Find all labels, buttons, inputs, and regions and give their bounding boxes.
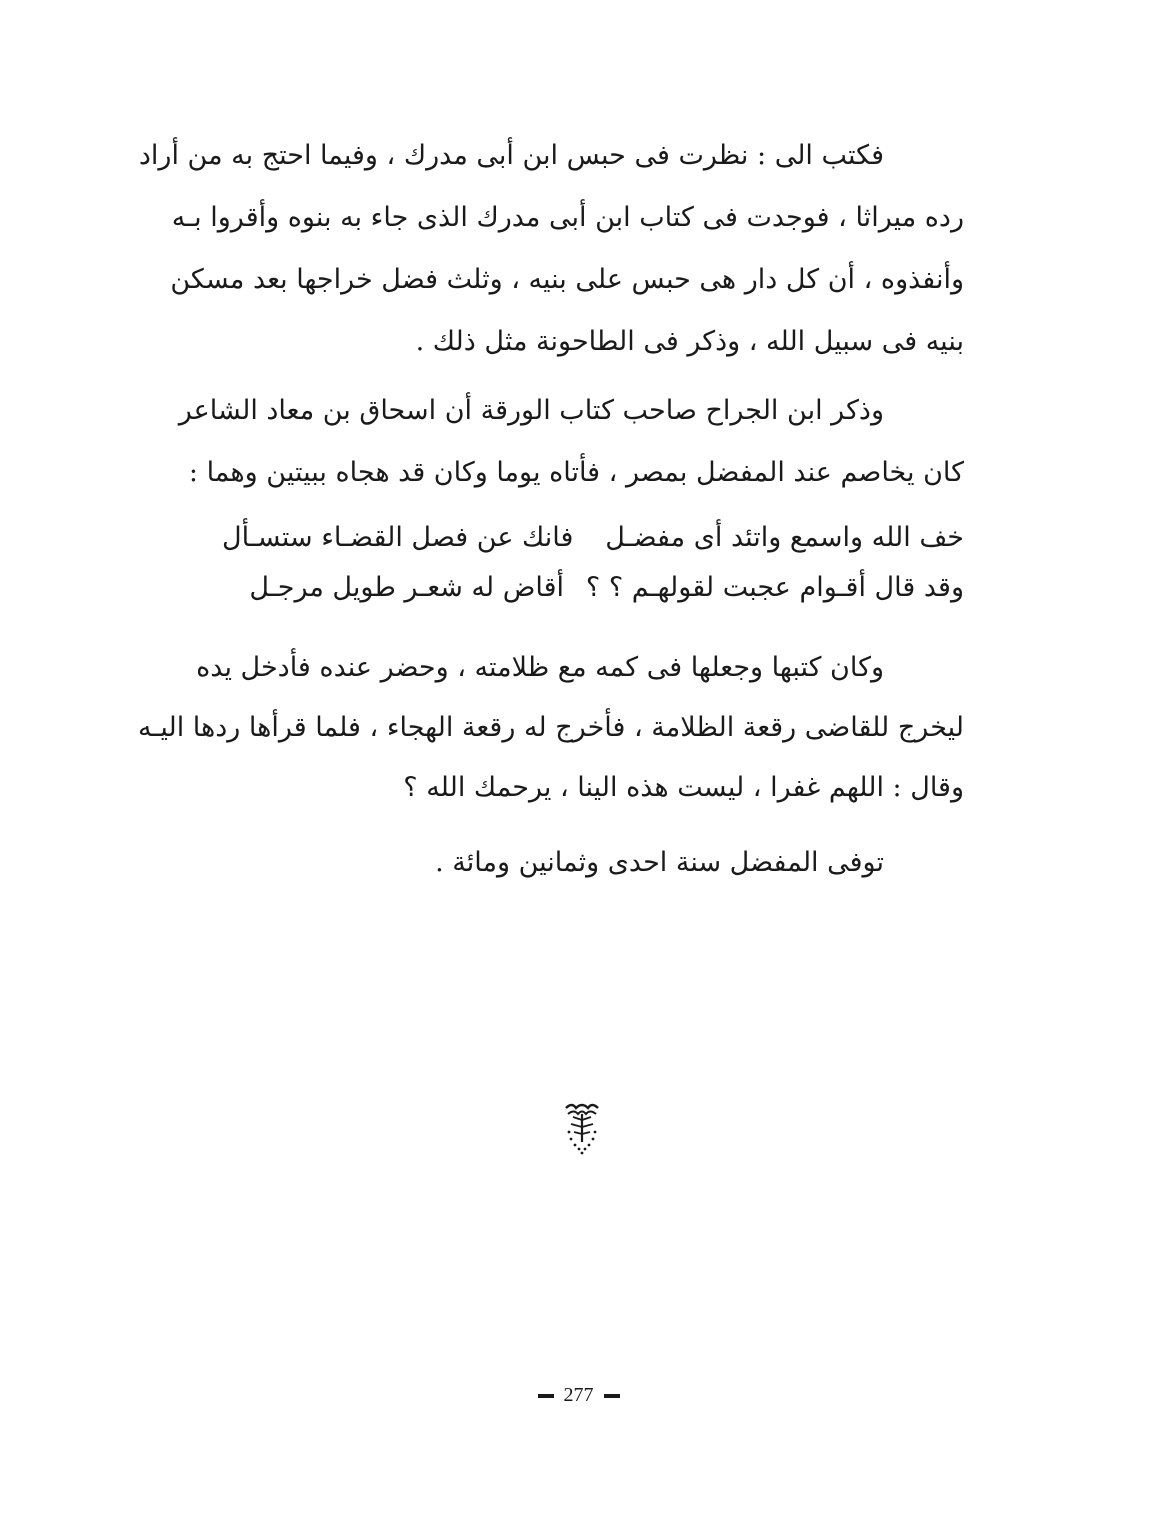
dash-left [538,1394,554,1398]
verse-2-first-hemistich: أقاض له شعـر طويل مرجـل [249,572,564,603]
ornament-icon [562,1100,602,1160]
verse-1-first-hemistich: خف الله واسمع واتئد أى مفضـل [605,522,964,553]
verse-2-second-hemistich: وقد قال أقـوام عجبت لقولهـم ؟ ؟ [585,572,964,603]
dash-right [604,1394,620,1398]
page-number [0,1384,1157,1407]
page: فكتب الى : نظرت فى حبس ابن أبى مدرك ، وفيما احتج به من أراد رده ميراثا ، فوجدت فى كتاب ابن أبى مدرك الذى جاء به بنوه وأقروا بـه وأنفذوه ، أن كل دار هى حبس على بنيه ، وثلث فضل خراجها بعد مسكن بنيه فى سبيل الله ، وذكر فى الطاحونة مثل ذلك . وذكر ابن الجراح صاحب كتاب الورقة أن اسحاق بن معاد الشاعر كان يخاصم عند المفضل بمصر ، فأتاه يوما وكان قد هجاه ببيتين وهما : خف الله واسمع واتئد أى مفضـل فانك عن فصل القضـاء ستسـأل أقاض له شعـر طويل مرجـل وقد قال أقـوام عجبت لقولهـم ؟ ؟ وكان كتبها وجعلها فى كمه مع ظلامته ، وحضر عنده فأدخل يده ليخرج للقاضى رقعة الظلامة ، فأخرج له رقعة الهجاء ، فلما قرأها ردها اليـه وقال : اللهم غفرا ، ليست هذه الينا ، يرحمك الله ؟ توفى المفضل سنة احدى وثمانين ومائة . 277 [0,0,1157,1535]
verse-1-second-hemistich: فانك عن فصل القضـاء ستسـأل [222,522,574,553]
page-number-text: 277 [563,1384,594,1406]
